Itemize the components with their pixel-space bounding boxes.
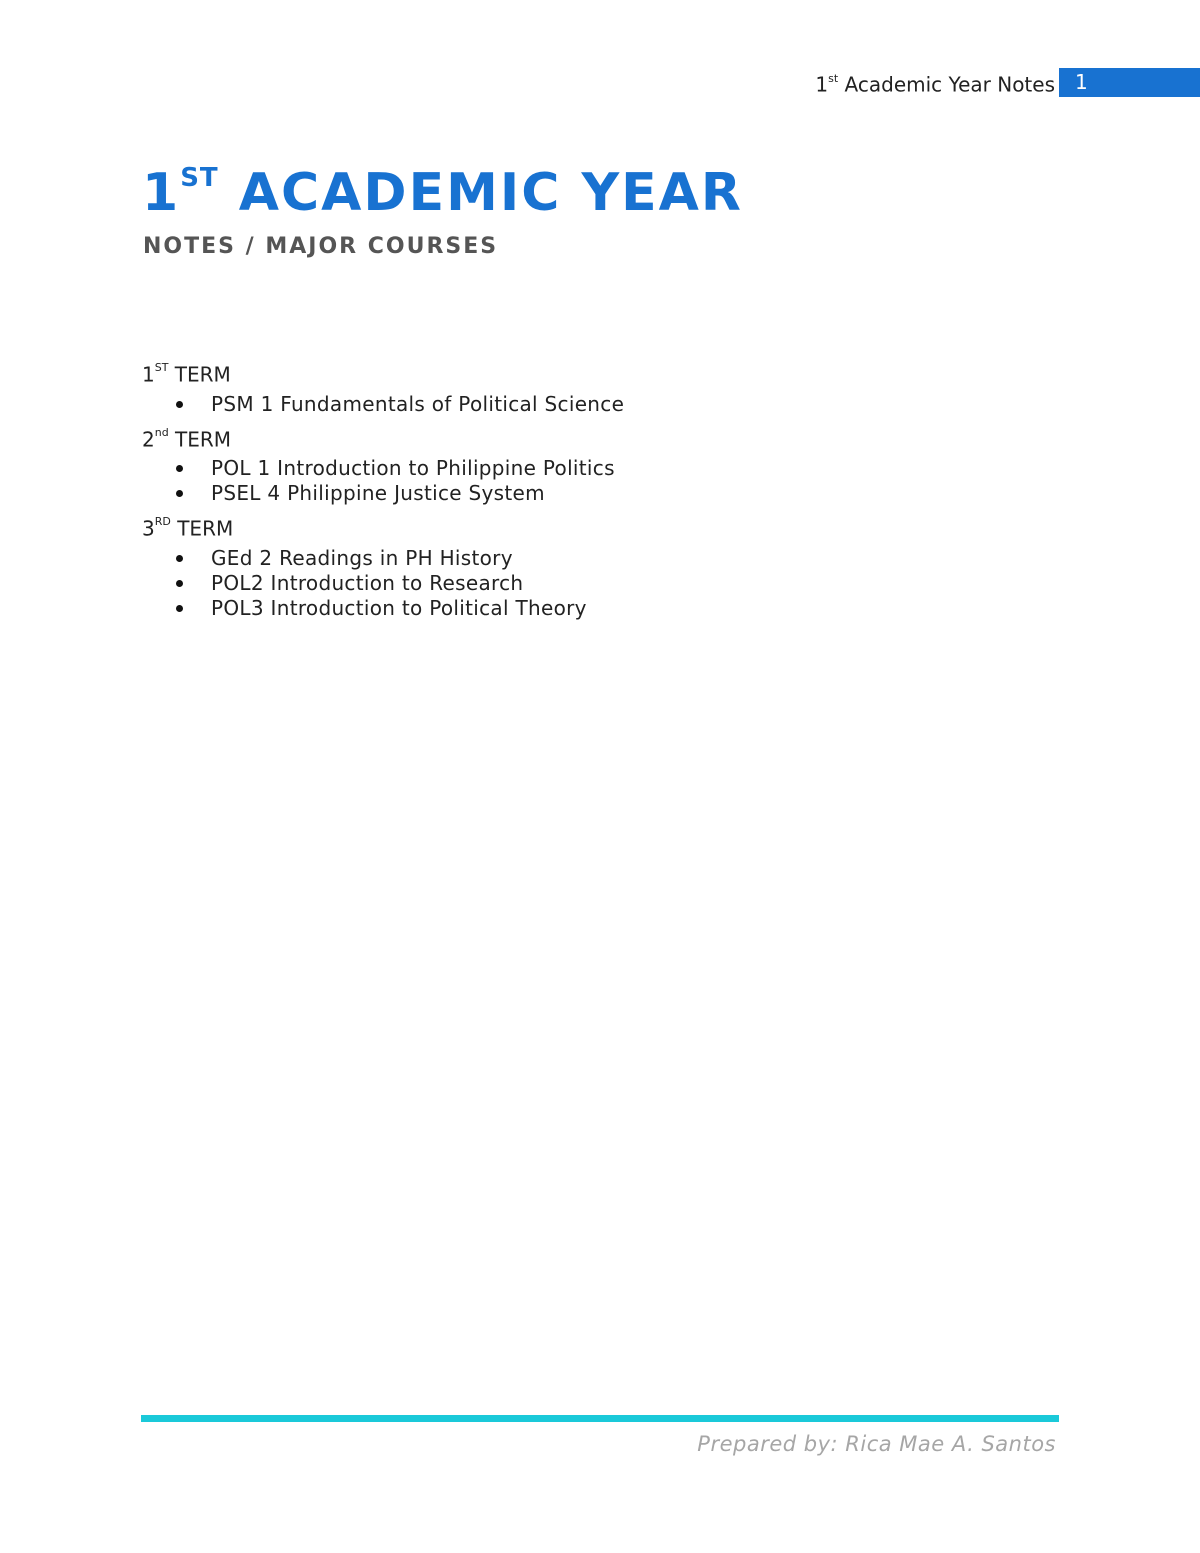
course-list [142, 456, 942, 506]
term-block-1 [142, 356, 942, 417]
course-item: PSEL 4 Philippine Justice System [142, 481, 942, 506]
term-heading: 3RD TERM [142, 515, 234, 541]
term-block-3 [142, 510, 942, 621]
document-title: 1ST ACADEMIC YEAR [142, 162, 743, 223]
term-heading: 2nd TERM [142, 425, 232, 452]
course-item: PSM 1 Fundamentals of Political Science [142, 392, 942, 417]
page-number: 1 [1059, 68, 1200, 97]
bullet-icon [176, 555, 183, 562]
footer-divider [141, 1415, 1059, 1422]
course-item: POL2 Introduction to Research [142, 571, 942, 596]
prepared-by: Prepared by: Rica Mae A. Santos [697, 1432, 1056, 1456]
bullet-icon [176, 605, 183, 612]
course-item: POL3 Introduction to Political Theory [142, 596, 942, 621]
bullet-icon [176, 465, 183, 472]
document-subtitle: NOTES / MAJOR COURSES [143, 234, 499, 259]
bullet-icon [176, 490, 183, 497]
course-item: GEd 2 Readings in PH History [142, 546, 942, 571]
page-header [815, 68, 1200, 97]
course-item: POL 1 Introduction to Philippine Politics [142, 456, 942, 481]
term-block-2 [142, 421, 942, 507]
bullet-icon [176, 580, 183, 587]
header-title: 1st Academic Year Notes [815, 71, 1055, 97]
terms-section [142, 356, 942, 625]
course-list [142, 546, 942, 621]
course-list [142, 392, 942, 417]
term-heading: 1ST TERM [142, 361, 231, 387]
bullet-icon [176, 401, 183, 408]
